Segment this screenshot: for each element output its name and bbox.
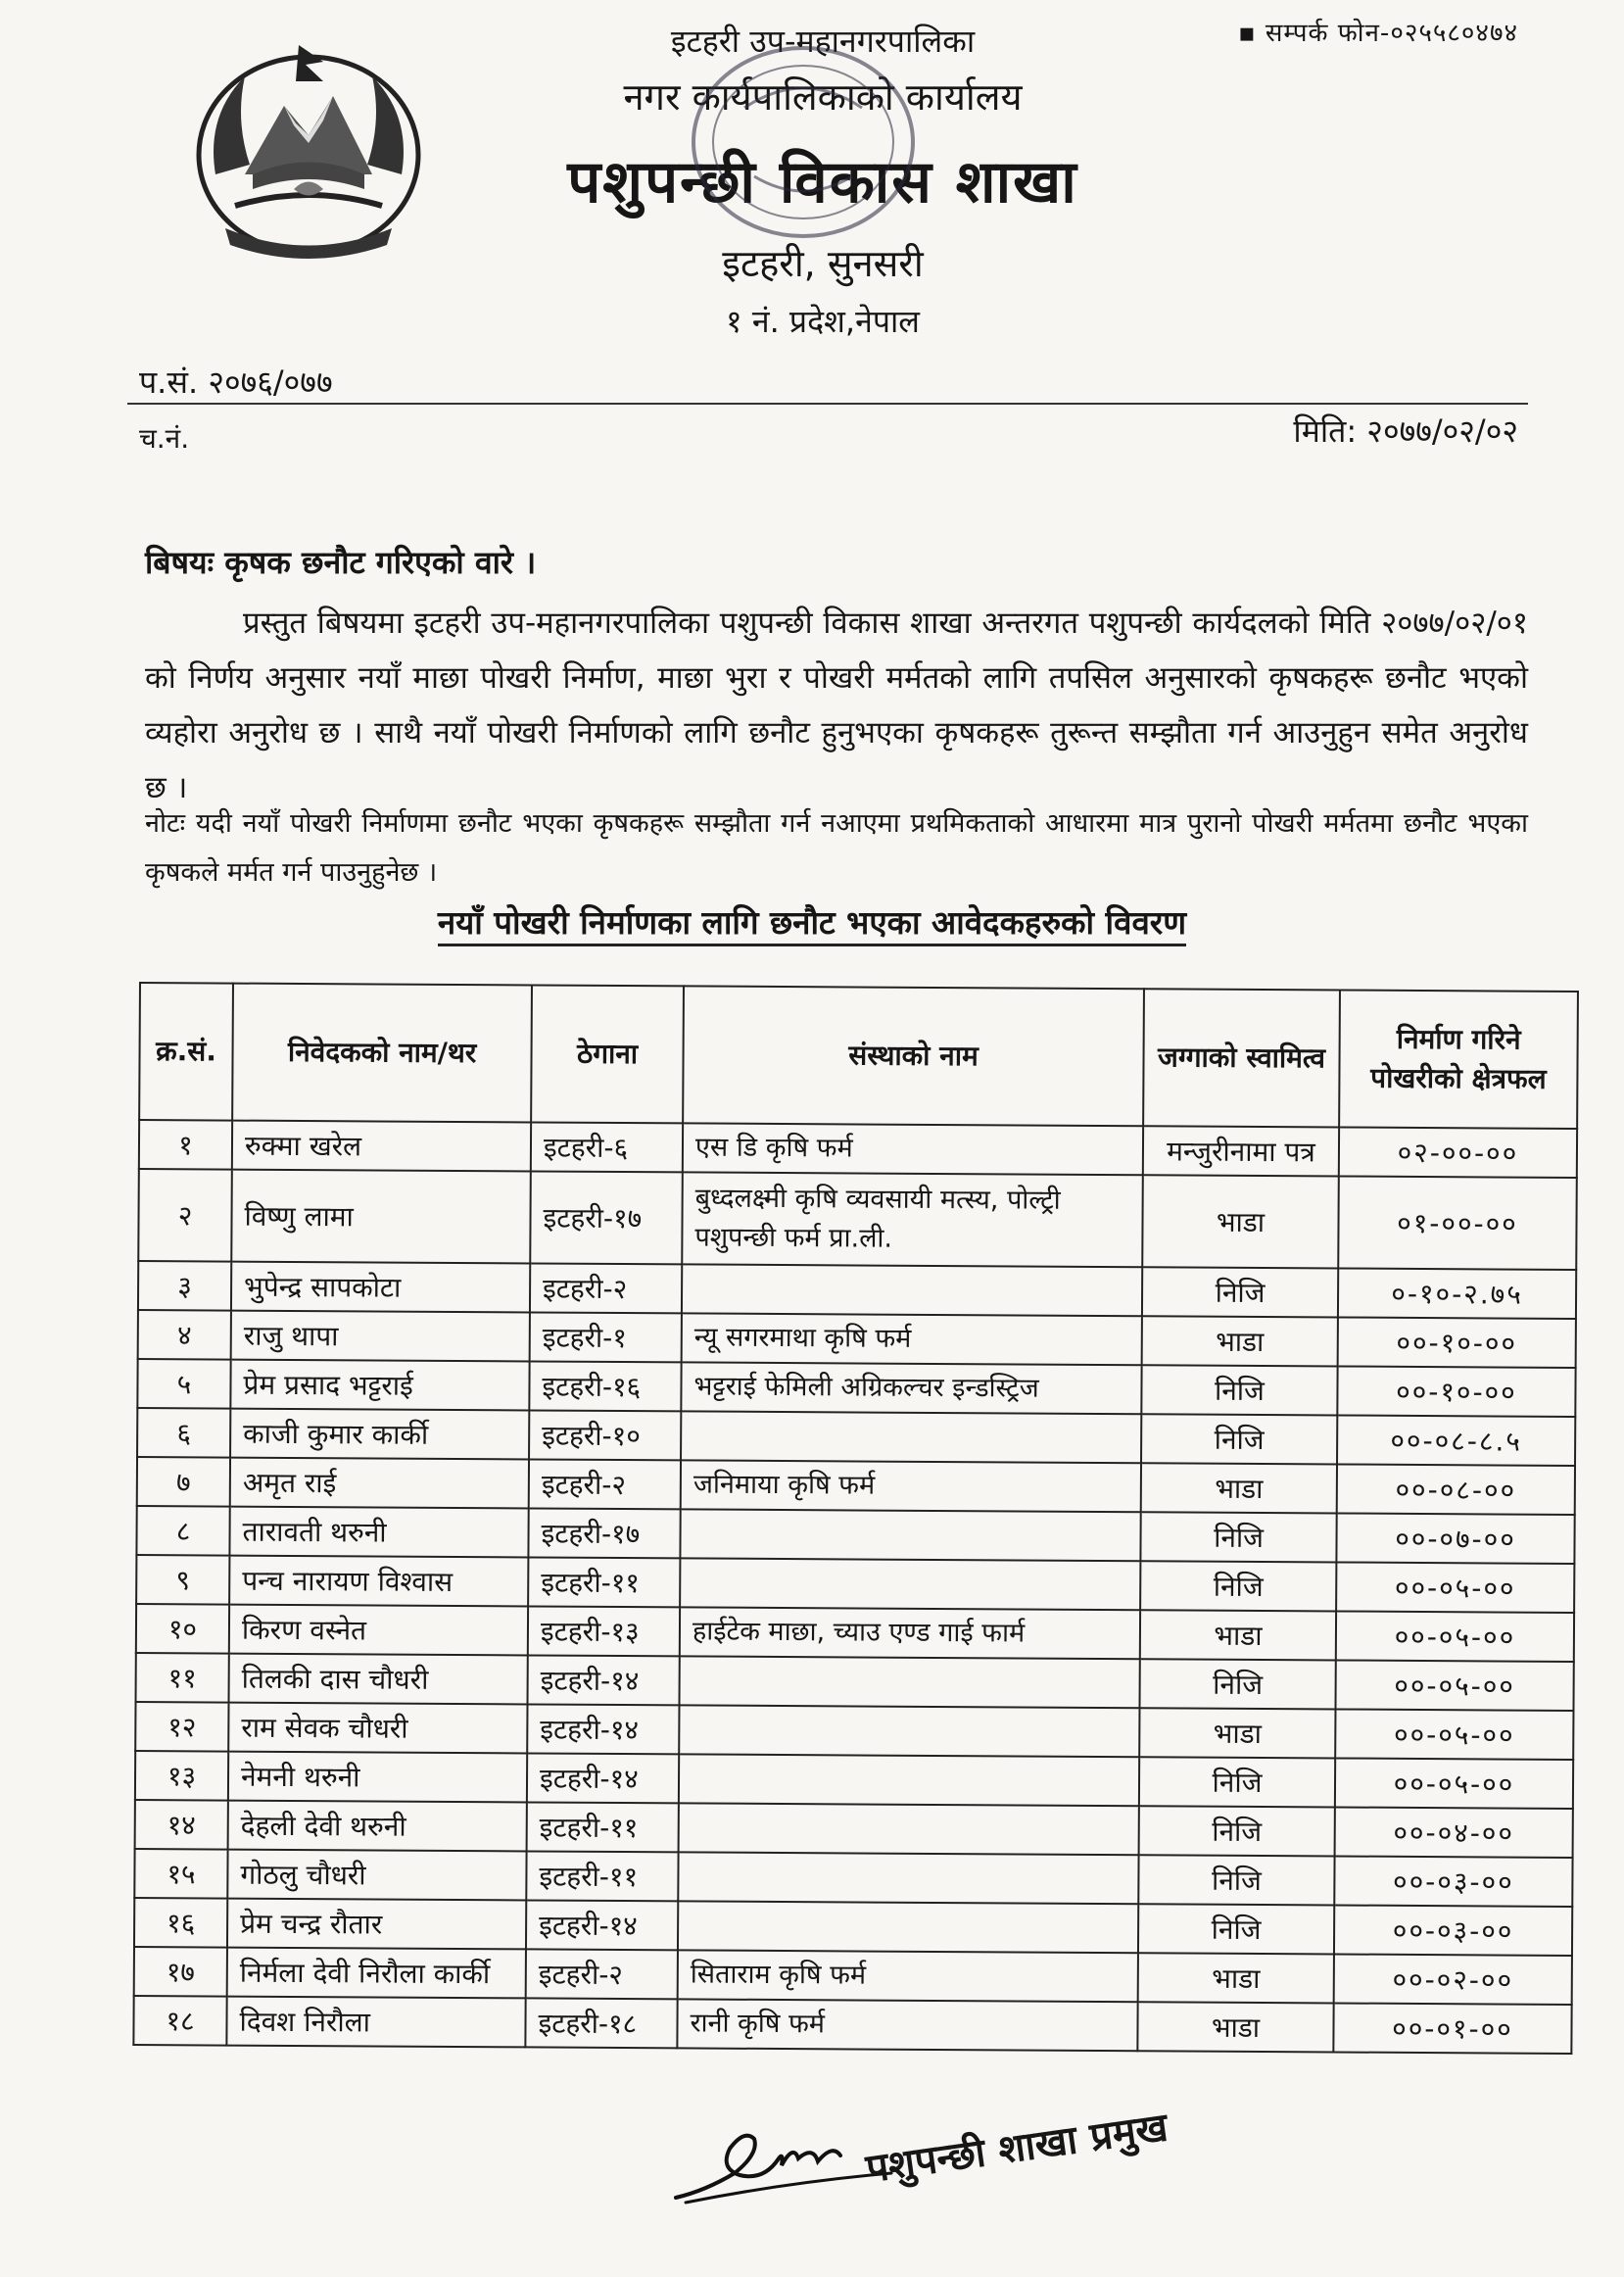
cell-name: किरण वस्नेत (229, 1605, 528, 1656)
cell-area: ००-०५-०० (1335, 1660, 1573, 1710)
table-row (133, 1996, 1571, 2054)
cell-org (679, 1656, 1139, 1708)
cell-name: विष्णु लामा (231, 1170, 531, 1264)
cell-sn: १५ (134, 1849, 227, 1899)
cell-org: जनिमाया कृषि फर्म (681, 1460, 1141, 1512)
table-row (134, 1898, 1572, 1956)
cell-org: सिताराम कृषि फर्म (678, 1950, 1138, 2002)
selected-applicants-table (132, 982, 1579, 2055)
cell-area: ००-०५-०० (1335, 1709, 1573, 1759)
cell-ownership: भाडा (1142, 1175, 1339, 1268)
cell-ownership: भाडा (1142, 1316, 1338, 1366)
cell-sn: १४ (135, 1800, 228, 1850)
table-row (136, 1653, 1574, 1711)
cell-sn: ८ (136, 1506, 229, 1556)
cell-area: ००-०५-०० (1335, 1758, 1573, 1808)
cell-sn: ३ (138, 1261, 231, 1311)
cell-name: नेमनी थरुनी (228, 1752, 527, 1803)
cell-sn: १२ (135, 1702, 228, 1752)
cell-ownership: भाडा (1141, 1463, 1337, 1513)
cell-name: राजु थापा (231, 1311, 530, 1362)
cell-address: इटहरी-१४ (527, 1753, 679, 1803)
table-row (136, 1604, 1574, 1662)
cell-org: एस डि कृषि फर्म (683, 1123, 1143, 1175)
cell-area: ००-०८-०० (1337, 1464, 1575, 1514)
cell-org: रानी कृषि फर्म (677, 1999, 1137, 2051)
cell-sn: ७ (137, 1457, 230, 1507)
table-header-row (139, 983, 1578, 1129)
cell-address: इटहरी-२ (530, 1263, 682, 1313)
col-header-org: संस्थाको नाम (683, 986, 1144, 1126)
cell-org (679, 1705, 1139, 1757)
cell-address: इटहरी-१७ (530, 1171, 683, 1264)
cell-ownership: निजि (1139, 1659, 1335, 1709)
cell-area: ००-१०-०० (1338, 1317, 1576, 1367)
cell-area: ००-१०-०० (1337, 1366, 1575, 1416)
cell-name: प्रेम चन्द्र रौतार (227, 1899, 526, 1950)
cell-address: इटहरी-१८ (525, 1998, 677, 2048)
cell-address: इटहरी-११ (526, 1851, 678, 1901)
table-row (135, 1702, 1573, 1760)
table-title (0, 899, 1624, 944)
cell-ownership: भाडा (1139, 1708, 1335, 1758)
cell-ownership: निजि (1139, 1757, 1335, 1807)
cell-area: ००-०३-०० (1334, 1905, 1572, 1955)
cell-org (679, 1803, 1139, 1855)
cell-name: भुपेन्द्र सापकोटा (231, 1262, 530, 1313)
contact-phone: ▪ सम्पर्क फोन-०२५५८०४७४ (1237, 19, 1518, 48)
col-header-ownership: जग्गाको स्वामित्व (1143, 989, 1340, 1127)
cell-address: इटहरी-१७ (528, 1508, 680, 1558)
cell-area: ०-१०-२.७५ (1338, 1268, 1576, 1318)
cell-address: इटहरी-११ (528, 1557, 680, 1607)
table-row (137, 1359, 1575, 1417)
letter-subject: बिषयः कृषक छनौट गरिएको वारे । (145, 544, 537, 581)
cell-address: इटहरी-६ (531, 1122, 683, 1172)
cell-area: ००-०७-०० (1336, 1513, 1574, 1563)
nepal-emblem-icon (176, 27, 441, 272)
cell-ownership: निजि (1139, 1806, 1335, 1856)
table-row (136, 1555, 1574, 1613)
cell-name: राम सेवक चौधरी (228, 1703, 527, 1754)
cell-ownership: निजि (1140, 1512, 1336, 1562)
cell-address: इटहरी-२ (526, 1949, 678, 1999)
table-row (135, 1751, 1573, 1809)
cell-ownership: भाडा (1137, 2002, 1333, 2052)
office-location: इटहरी, सुनसरी (722, 242, 924, 285)
table-title-text: नयाँ पोखरी निर्माणका लागि छनौट भएका आवेदकहरुको विवरण (438, 903, 1186, 946)
table-row (137, 1457, 1575, 1515)
cell-sn: ९ (136, 1555, 229, 1605)
office-stamp-icon (686, 39, 921, 245)
cell-sn: ११ (136, 1653, 229, 1703)
cell-address: इटहरी-२ (529, 1459, 681, 1509)
cell-sn: ६ (137, 1408, 230, 1458)
header-divider (127, 403, 1528, 405)
cell-org (678, 1901, 1138, 1953)
signatory-title: पशुपन्छी शाखा प्रमुख (863, 2105, 1171, 2193)
cell-area: ००-०४-०० (1335, 1807, 1573, 1857)
cell-sn: १ (139, 1120, 232, 1170)
cell-address: इटहरी-१० (529, 1410, 681, 1460)
table-row (134, 1849, 1572, 1907)
cell-sn: १७ (134, 1947, 227, 1997)
cell-address: इटहरी-१४ (527, 1704, 679, 1754)
cell-org: बुध्दलक्ष्मी कृषि व्यवसायी मत्स्य, पोल्ट्री पशुपन्छी फर्म प्रा.ली. (682, 1172, 1143, 1267)
cell-sn: २ (138, 1169, 232, 1262)
table-row (138, 1310, 1576, 1368)
cell-name: गोठलु चौधरी (227, 1850, 526, 1901)
cell-area: ००-०१-०० (1333, 2003, 1571, 2053)
col-header-name: निवेदकको नाम/थर (232, 984, 532, 1123)
cell-name: पन्च नारायण विश्वास (229, 1556, 528, 1607)
cell-org (681, 1411, 1141, 1463)
cell-sn: ४ (138, 1310, 231, 1360)
cell-address: इटहरी-११ (527, 1802, 679, 1852)
fiscal-year-ref: प.सं. २०७६/०७७ (139, 363, 333, 401)
cell-address: इटहरी-१३ (528, 1606, 680, 1656)
cell-org (680, 1509, 1140, 1561)
cell-area: ००-०२-०० (1334, 1954, 1572, 2004)
cell-address: इटहरी-१ (530, 1312, 682, 1362)
branch-name: पशुपन्छी विकास शाखा (567, 148, 1078, 217)
cell-name: काजी कुमार कार्की (230, 1409, 529, 1460)
cell-address: इटहरी-१४ (528, 1655, 680, 1705)
letter-date: मिति: २०७७/०२/०२ (1293, 412, 1518, 450)
letter-note: नोटः यदी नयाँ पोखरी निर्माणमा छनौट भएका कृषकहरू सम्झौता गर्न नआएमा प्रथमिकताको आधारमा मात्र पुरानो पोखरी मर्मतमा छनौट भएका कृषकले मर्मत गर्न पाउनुहुनेछ । (145, 808, 1528, 888)
municipality-name: इटहरी उप-महानगरपालिका (670, 23, 976, 60)
cell-area: ०२-००-०० (1339, 1127, 1577, 1177)
cell-org: न्यू सगरमाथा कृषि फर्म (682, 1313, 1142, 1365)
cell-ownership: निजि (1140, 1561, 1336, 1611)
cell-name: अमृत राई (230, 1458, 529, 1509)
cell-name: रुक्मा खरेल (232, 1121, 531, 1172)
cell-area: ००-०५-०० (1336, 1611, 1574, 1661)
cell-sn: १० (136, 1604, 229, 1654)
col-header-address: ठेगाना (531, 985, 684, 1123)
table-row (134, 1947, 1572, 2005)
table-body (133, 1120, 1577, 2054)
table-row (138, 1261, 1576, 1319)
cell-ownership: भाडा (1140, 1610, 1336, 1660)
cell-ownership: निजि (1141, 1414, 1337, 1464)
cell-area: ०१-००-०० (1338, 1176, 1577, 1269)
cell-org: हाईटेक माछा, च्याउ एण्ड गाई फार्म (680, 1607, 1140, 1659)
cell-name: प्रेम प्रसाद भट्टराई (230, 1360, 529, 1411)
cell-name: तिलकी दास चौधरी (229, 1654, 528, 1705)
cell-sn: १३ (135, 1751, 228, 1801)
cell-area: ००-०८-८.५ (1337, 1415, 1575, 1465)
cell-ownership: मन्जुरीनामा पत्र (1143, 1126, 1339, 1176)
cell-name: तारावती थरुनी (229, 1507, 528, 1558)
cell-org (682, 1264, 1142, 1316)
col-header-sn: क्र.सं. (139, 983, 233, 1121)
dispatch-number: च.नं. (139, 422, 190, 455)
cell-org (679, 1754, 1139, 1806)
cell-org: भट्टराई फेमिली अग्रिकल्चर इन्डस्ट्रिज (681, 1362, 1141, 1414)
cell-ownership: निजि (1138, 1855, 1334, 1905)
cell-ownership: निजि (1142, 1267, 1338, 1317)
col-header-area: निर्माण गरिने पोखरीको क्षेत्रफल (1339, 990, 1578, 1128)
cell-address: इटहरी-१६ (529, 1361, 681, 1411)
cell-sn: १८ (133, 1996, 226, 2046)
cell-name: देहली देवी थरुनी (228, 1801, 527, 1852)
cell-ownership: निजि (1138, 1904, 1334, 1954)
letter-body: प्रस्तुत बिषयमा इटहरी उप-महानगरपालिका पशुपन्छी विकास शाखा अन्तरगत पशुपन्छी कार्यदलको मिति २०७७/०२/०१ को निर्णय अनुसार नयाँ माछा पोखरी निर्माण, माछा भुरा र पोखरी मर्मतको लागि तपसिल अनुसारको कृषकहरू छनौट भएको व्यहोरा अनुरोध छ । साथै नयाँ पोखरी निर्माणको लागि छनौट हुनुभएका कृषकहरू तुरून्त सम्झौता गर्न आउनुहुन समेत अनुरोध छ । (145, 606, 1528, 805)
table-row (138, 1169, 1577, 1270)
cell-sn: ५ (137, 1359, 230, 1409)
cell-address: इटहरी-१४ (526, 1900, 678, 1950)
table-row (137, 1408, 1575, 1466)
cell-ownership: निजि (1141, 1365, 1337, 1415)
cell-name: निर्मला देवी निरौला कार्की (227, 1948, 526, 1999)
cell-org (680, 1558, 1140, 1610)
cell-org (678, 1852, 1138, 1904)
province-line: १ नं. प्रदेश,नेपाल (726, 303, 920, 340)
table-row (135, 1800, 1573, 1858)
cell-name: दिवश निरौला (226, 1997, 525, 2048)
table-row (136, 1506, 1574, 1564)
cell-sn: १६ (134, 1898, 227, 1948)
cell-ownership: भाडा (1138, 1953, 1334, 2003)
office-name: नगर कार्यपालिकाको कार्यालय (623, 75, 1023, 119)
cell-area: ००-०५-०० (1336, 1562, 1574, 1612)
cell-area: ००-०३-०० (1334, 1856, 1572, 1906)
table-row (139, 1120, 1577, 1178)
